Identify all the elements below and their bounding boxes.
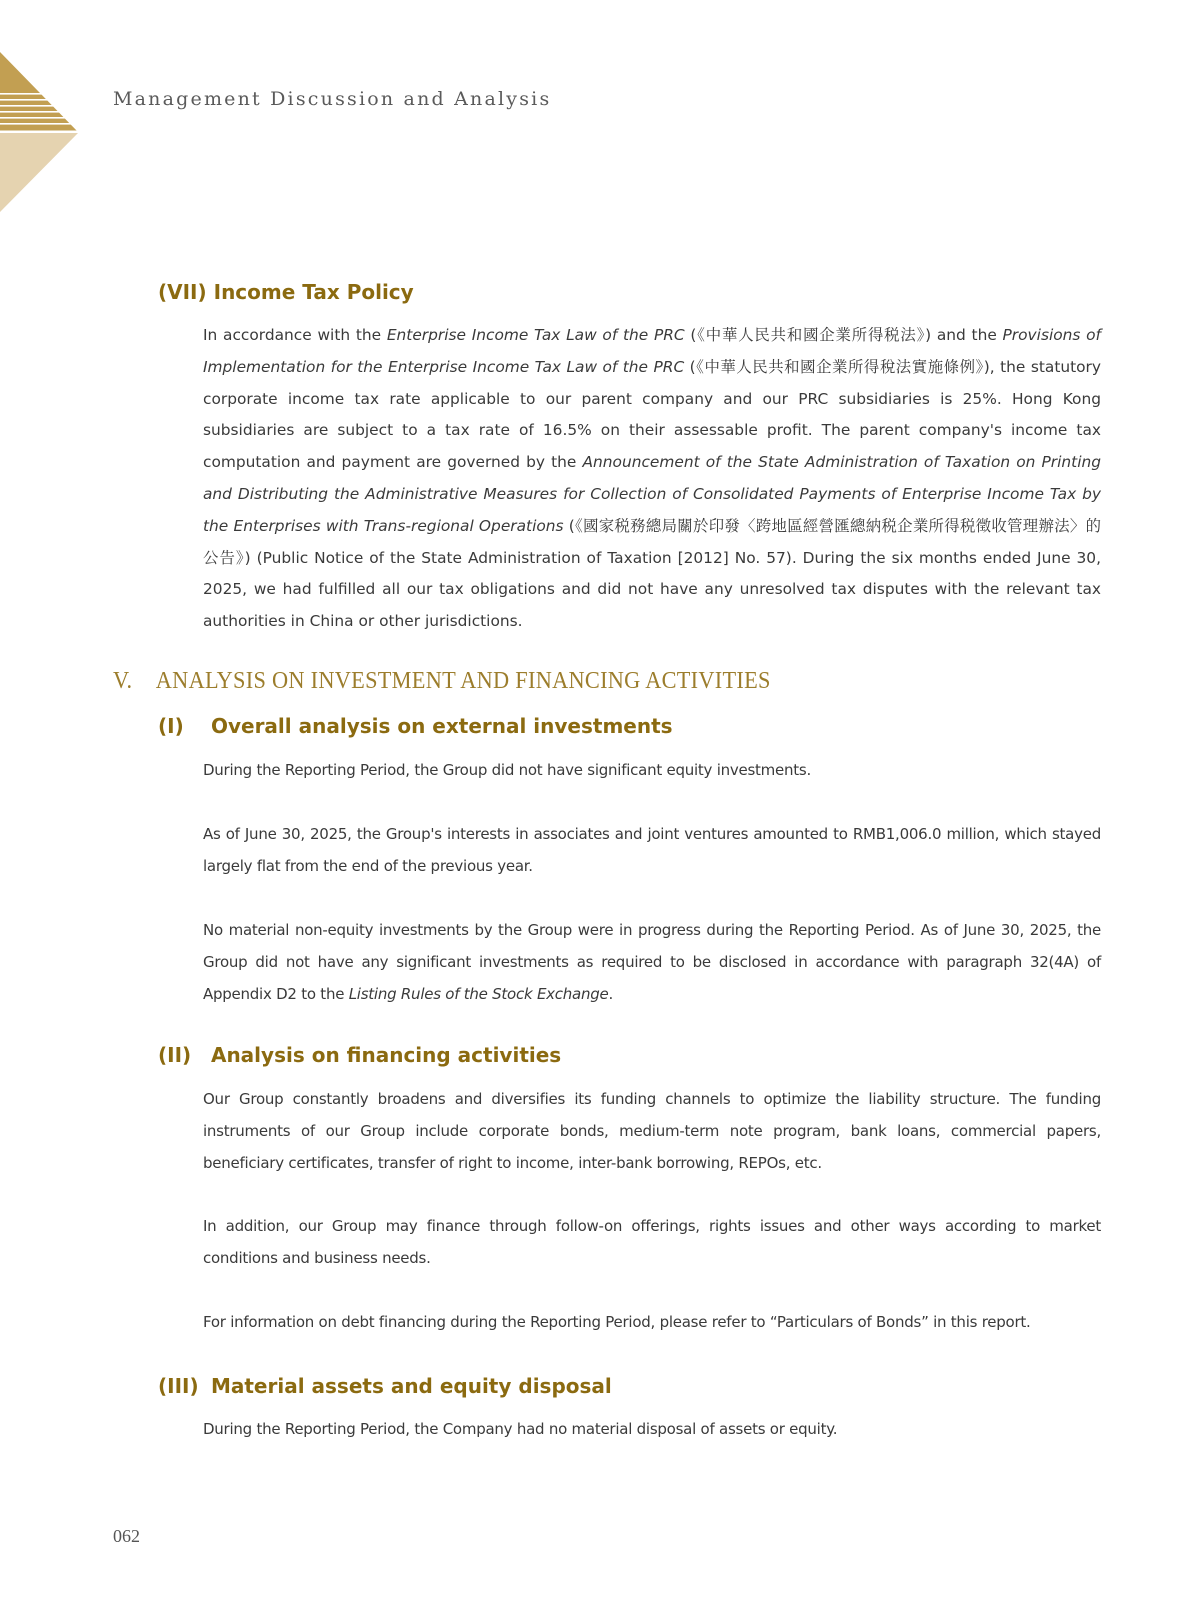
section-title-text: ANALYSIS ON INVESTMENT AND FINANCING ACTIVITIES: [155, 668, 771, 694]
heading-number: (II): [158, 1043, 192, 1067]
financing-paragraph-2: In addition, our Group may finance through follow-on offerings, rights issues and other ways according to market conditions and business needs.: [203, 1217, 1101, 1267]
heading-number: (VII): [158, 280, 207, 304]
section-number: V.: [113, 668, 133, 694]
running-header-title: Management Discussion and Analysis: [113, 88, 552, 110]
heading-title: Material assets and equity disposal: [210, 1374, 612, 1398]
text-run: .: [608, 984, 614, 1003]
listing-rules-italic: Listing Rules of the Stock Exchange: [348, 984, 609, 1003]
heading-title: Overall analysis on external investments: [210, 714, 673, 738]
announcement-title-italic: Announcement of the State Administration of Taxation on Printing and Distributing the Administrative Measures for Collection of Consolidated Payments of Enterprise Income Tax by the Enterprises with Trans-regional Operations: [203, 453, 1101, 535]
external-investments-paragraph-1: During the Reporting Period, the Group did not have significant equity investments.: [203, 761, 811, 779]
text-run: (《中華人民共和國企業所得税法》) and the: [684, 326, 1003, 344]
section-v-title: [113, 668, 771, 695]
text-run: (《國家税務總局關於印發〈跨地區經營匯總納税企業所得税徵收管理辦法〉的公告》) (Public Notice of the State Administration of Taxation [2012] No. 57). During the six months ended June 30, 2025, we had fulfilled all our tax obligations and did not have any unresolved tax disputes with the relevant tax authorities in China or other jurisdictions.: [203, 516, 1101, 631]
income-tax-heading: [158, 280, 414, 304]
text-run: In accordance with the: [203, 326, 387, 344]
external-investments-heading: [158, 714, 673, 738]
law-title-italic: Provisions of Implementation for the Enterprise Income Tax Law of the PRC: [203, 326, 1101, 376]
corner-triangle-decoration-icon: [0, 52, 80, 212]
text-run: (《中華人民共和國企業所得稅法實施條例》), the statutory corporate income tax rate applicable to our parent company and our PRC subsidiaries is 25%. Hong Kong subsidiaries are subject to a tax rate of 16.5% on their assessable profit. The parent company's income tax computation and payment are governed by the: [203, 357, 1101, 472]
page-number: 062: [113, 1526, 140, 1546]
external-investments-paragraph-3: [203, 915, 1101, 1010]
disposal-heading: [158, 1374, 612, 1398]
heading-number: (I): [158, 714, 184, 738]
income-tax-paragraph: [203, 320, 1101, 638]
financing-paragraph-3: For information on debt financing during the Reporting Period, please refer to “Particulars of Bonds” in this report.: [203, 1313, 1031, 1331]
financing-paragraph-1: Our Group constantly broadens and diversifies its funding channels to optimize the liability structure. The funding instruments of our Group include corporate bonds, medium-term note program, bank loans, commercial papers, beneficiary certificates, transfer of right to income, inter-bank borrowing, REPOs, etc.: [203, 1090, 1101, 1172]
disposal-paragraph: During the Reporting Period, the Company had no material disposal of assets or equity.: [203, 1420, 838, 1438]
financing-heading: [158, 1043, 561, 1067]
heading-title: Income Tax Policy: [213, 280, 414, 304]
heading-number: (III): [158, 1374, 199, 1398]
external-investments-paragraph-2: As of June 30, 2025, the Group's interests in associates and joint ventures amounted to RMB1,006.0 million, which stayed largely flat from the end of the previous year.: [203, 825, 1101, 875]
law-title-italic: Enterprise Income Tax Law of the PRC: [386, 326, 685, 344]
heading-title: Analysis on financing activities: [210, 1043, 562, 1067]
text-run: No material non-equity investments by the Group were in progress during the Reporting Period. As of June 30, 2025, the Group did not have any significant investments as required to be disclosed in accordance with paragraph 32(4A) of Appendix D2 to the: [203, 921, 1101, 1003]
